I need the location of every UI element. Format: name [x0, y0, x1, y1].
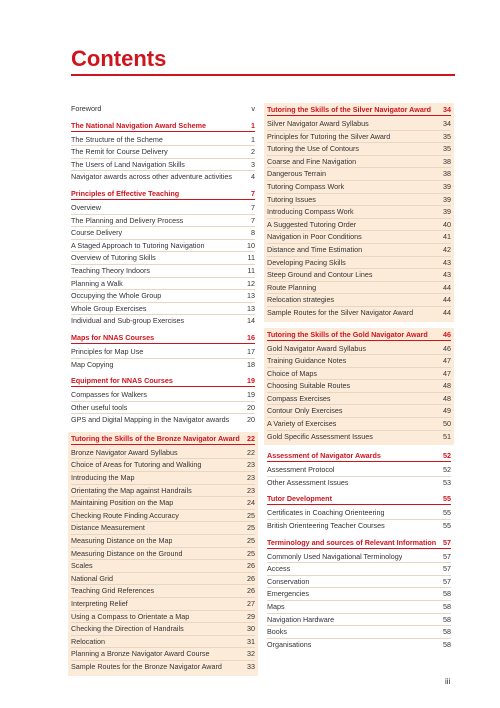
toc-entry[interactable] — [267, 257, 451, 270]
entry-title: Course Delivery — [71, 228, 123, 238]
section-title: Tutoring the Skills of the Silver Navigator Award — [267, 105, 432, 114]
toc-entry[interactable] — [71, 227, 255, 240]
entry-title: Navigation Hardware — [267, 614, 335, 624]
entry-page: 42 — [443, 244, 451, 254]
section-heading[interactable] — [71, 121, 255, 132]
section-heading[interactable] — [267, 330, 451, 341]
entry-title: Whole Group Exercises — [71, 303, 147, 313]
toc-entry[interactable] — [267, 588, 451, 601]
entry-title: Sample Routes for the Silver Navigator Award — [267, 307, 414, 317]
toc-entry[interactable] — [71, 447, 255, 460]
entry-title: Choice of Maps — [267, 368, 317, 378]
toc-entry[interactable] — [267, 181, 451, 194]
toc-entry[interactable] — [71, 560, 255, 573]
toc-entry[interactable] — [267, 614, 451, 627]
toc-entry[interactable] — [267, 244, 451, 257]
entry-title: Checking the Direction of Handrails — [71, 624, 184, 634]
toc-entry[interactable] — [267, 131, 451, 144]
entry-title: Scales — [71, 561, 93, 571]
toc-entry[interactable] — [267, 477, 451, 489]
toc-entry[interactable] — [71, 159, 255, 172]
toc-entry[interactable] — [267, 418, 451, 431]
entry-title: A Variety of Exercises — [267, 419, 337, 429]
toc-entry[interactable] — [71, 146, 255, 159]
entry-title: Introducing Compass Work — [267, 207, 354, 217]
toc-section — [71, 121, 255, 183]
section-heading[interactable] — [267, 538, 451, 549]
entry-page: 58 — [443, 589, 451, 599]
entry-page: 39 — [443, 207, 451, 217]
toc-entry[interactable] — [71, 359, 255, 371]
entry-page: 20 — [247, 415, 255, 425]
toc-section — [71, 189, 255, 327]
entry-title: Sample Routes for the Bronze Navigator Award — [71, 661, 222, 671]
entry-title: Other Assessment Issues — [267, 477, 349, 487]
entry-title: Tutoring Issues — [267, 194, 316, 204]
entry-title: GPS and Digital Mapping in the Navigator awards — [71, 415, 230, 425]
section-heading[interactable] — [267, 105, 451, 116]
entry-title: Compasses for Walkers — [71, 390, 148, 400]
entry-title: Teaching Theory Indoors — [71, 265, 150, 275]
toc-entry[interactable] — [267, 194, 451, 207]
toc-entry[interactable] — [71, 661, 255, 673]
entry-page: 30 — [247, 624, 255, 634]
entry-title: Checking Route Finding Accuracy — [71, 510, 179, 520]
entry-page: 23 — [247, 485, 255, 495]
toc-entry[interactable] — [267, 368, 451, 381]
toc-entry[interactable] — [267, 639, 451, 651]
section-page: 52 — [443, 451, 451, 461]
entry-page: 39 — [443, 194, 451, 204]
toc-entry[interactable] — [71, 303, 255, 316]
entry-page: 58 — [443, 627, 451, 637]
toc-entry[interactable] — [267, 156, 451, 169]
entry-title: Gold Navigator Award Syllabus — [267, 343, 366, 353]
entry-title: Silver Navigator Award Syllabus — [267, 119, 369, 128]
toc-entry[interactable] — [267, 294, 451, 307]
toc-entry[interactable] — [71, 171, 255, 183]
entry-title: Individual and Sub-group Exercises — [71, 316, 185, 326]
section-page: 19 — [247, 376, 255, 386]
toc-entry[interactable] — [267, 464, 451, 477]
entry-page: 23 — [247, 473, 255, 483]
entry-page: 33 — [247, 661, 255, 671]
entry-page: 32 — [247, 649, 255, 659]
entry-page: 20 — [247, 402, 255, 412]
entry-page: 57 — [443, 576, 451, 586]
entry-title: Overview of Tutoring Skills — [71, 253, 156, 263]
entry-page: 35 — [443, 131, 451, 141]
entry-title: Navigation in Poor Conditions — [267, 232, 362, 242]
toc-entry[interactable] — [267, 431, 451, 443]
toc-entry[interactable] — [267, 393, 451, 406]
entry-page: 7 — [251, 215, 255, 225]
entry-title: Using a Compass to Orientate a Map — [71, 611, 190, 621]
toc-entry[interactable] — [71, 497, 255, 510]
toc-entry[interactable] — [267, 269, 451, 282]
toc-entry[interactable] — [267, 282, 451, 295]
entry-title: Training Guidance Notes — [267, 356, 347, 366]
entry-title: Developing Pacing Skills — [267, 257, 346, 267]
toc-entry[interactable] — [71, 346, 255, 359]
entry-title: Commonly Used Navigational Terminology — [267, 551, 403, 561]
foreword-page: v — [251, 104, 255, 113]
entry-page: 58 — [443, 614, 451, 624]
entry-page: 44 — [443, 295, 451, 305]
entry-page: 47 — [443, 356, 451, 366]
entry-title: Introducing the Map — [71, 473, 135, 483]
entry-title: Planning a Bronze Navigator Award Course — [71, 649, 210, 659]
toc-entry[interactable] — [71, 414, 255, 426]
entry-page: 25 — [247, 523, 255, 533]
entry-page: 57 — [443, 564, 451, 574]
toc-entry[interactable] — [71, 535, 255, 548]
toc-entry[interactable] — [267, 380, 451, 393]
section-heading[interactable] — [71, 434, 255, 445]
entry-page: 23 — [247, 460, 255, 470]
entry-page: 44 — [443, 282, 451, 292]
section-title: Tutoring the Skills of the Gold Navigator Award — [267, 329, 428, 339]
entry-page: 27 — [247, 599, 255, 608]
toc-section — [267, 538, 451, 651]
entry-page: 22 — [247, 447, 255, 457]
entry-title: Other useful tools — [71, 402, 128, 412]
entry-page: 34 — [443, 119, 451, 128]
entry-title: Emergencies — [267, 589, 309, 599]
toc-entry[interactable] — [71, 290, 255, 303]
entry-page: 19 — [247, 390, 255, 400]
entry-title: The Users of Land Navigation Skills — [71, 159, 185, 169]
entry-title: The Structure of the Scheme — [71, 134, 163, 144]
toc-entry[interactable] — [71, 611, 255, 624]
entry-page: 13 — [247, 303, 255, 313]
entry-page: 48 — [443, 381, 451, 391]
entry-title: Organisations — [267, 639, 312, 649]
toc-entry[interactable] — [267, 307, 451, 319]
entry-page: 44 — [443, 307, 451, 317]
toc-entry[interactable] — [267, 143, 451, 156]
entry-page: 29 — [247, 611, 255, 621]
toc-entry[interactable] — [71, 472, 255, 485]
toc-entry[interactable] — [267, 343, 451, 356]
entry-page: 39 — [443, 181, 451, 191]
entry-page: 31 — [247, 636, 255, 646]
entry-title: Conservation — [267, 576, 310, 586]
toc-section — [68, 432, 258, 676]
entry-page: 55 — [443, 508, 451, 518]
entry-page: 47 — [443, 368, 451, 378]
entry-title: Contour Only Exercises — [267, 406, 343, 416]
toc-entry[interactable] — [267, 405, 451, 418]
section-heading[interactable] — [267, 494, 451, 505]
entry-title: A Staged Approach to Tutoring Navigation — [71, 240, 205, 250]
section-page: 1 — [251, 120, 255, 130]
toc-entry[interactable] — [267, 601, 451, 614]
toc-entry[interactable] — [71, 459, 255, 472]
toc-entry[interactable] — [267, 520, 451, 532]
entry-page: 58 — [443, 639, 451, 649]
toc-section — [267, 451, 451, 488]
entry-page: 35 — [443, 144, 451, 154]
entry-title: A Suggested Tutoring Order — [267, 219, 357, 229]
entry-page: 10 — [247, 240, 255, 250]
section-heading[interactable] — [267, 451, 451, 462]
entry-page: 25 — [247, 536, 255, 546]
entry-page: 26 — [247, 586, 255, 596]
entry-page: 11 — [247, 253, 255, 263]
entry-title: Tutoring the Use of Contours — [267, 144, 360, 154]
toc-entry[interactable] — [71, 548, 255, 561]
entry-title: Teaching Grid References — [71, 586, 155, 596]
section-title: Tutor Development — [267, 494, 332, 504]
entry-page: 2 — [251, 147, 255, 157]
entry-page: 55 — [443, 521, 451, 531]
entry-title: Distance and Time Estimation — [267, 244, 363, 254]
toc-entry[interactable] — [71, 510, 255, 523]
entry-page: 43 — [443, 257, 451, 267]
section-page: 7 — [251, 188, 255, 198]
entry-title: Map Copying — [71, 359, 114, 369]
section-page: 16 — [247, 332, 255, 342]
entry-page: 49 — [443, 406, 451, 416]
entry-title: Choice of Areas for Tutoring and Walking — [71, 460, 202, 470]
toc-entry[interactable] — [71, 134, 255, 147]
entry-page: 40 — [443, 219, 451, 229]
toc-entry[interactable] — [71, 623, 255, 636]
toc-entry[interactable] — [267, 355, 451, 368]
toc-entry[interactable] — [267, 551, 451, 564]
entry-page: 58 — [443, 602, 451, 611]
toc-entry[interactable] — [71, 485, 255, 498]
toc-entry[interactable] — [267, 118, 451, 131]
entry-title: Measuring Distance on the Map — [71, 536, 173, 546]
section-page: 34 — [443, 105, 451, 114]
entry-title: Orientating the Map against Handrails — [71, 485, 192, 495]
toc-entry[interactable] — [71, 240, 255, 253]
page-number: iii — [445, 677, 451, 686]
entry-page: 7 — [251, 202, 255, 212]
entry-title: Choosing Suitable Routes — [267, 381, 351, 391]
entry-page: 52 — [443, 465, 451, 475]
entry-page: 1 — [251, 134, 255, 144]
entry-title: Relocation — [71, 636, 105, 646]
entry-page: 53 — [443, 477, 451, 487]
entry-page: 8 — [251, 228, 255, 238]
entry-page: 57 — [443, 551, 451, 561]
toc-entry[interactable] — [71, 598, 255, 611]
toc-right-column — [267, 103, 451, 656]
toc-section — [264, 103, 454, 322]
entry-page: 26 — [247, 561, 255, 571]
entry-page: 17 — [247, 346, 255, 356]
entry-page: 13 — [247, 291, 255, 301]
entry-title: Gold Specific Assessment Issues — [267, 431, 373, 441]
entry-page: 12 — [247, 278, 255, 288]
toc-entry[interactable] — [267, 219, 451, 232]
toc-entry[interactable] — [71, 573, 255, 586]
entry-title: National Grid — [71, 573, 113, 583]
toc-section — [264, 328, 454, 446]
section-page: 22 — [247, 433, 255, 443]
toc-entry[interactable] — [71, 265, 255, 278]
entry-title: Navigator awards across other adventure activities — [71, 172, 232, 182]
entry-title: Tutoring Compass Work — [267, 181, 345, 191]
entry-title: Principles for Map Use — [71, 346, 144, 356]
toc-section — [267, 494, 451, 531]
section-heading[interactable] — [71, 189, 255, 200]
entry-page: 25 — [247, 548, 255, 558]
entry-page: 51 — [443, 431, 451, 441]
title-rule — [71, 74, 455, 76]
section-title: Equipment for NNAS Courses — [71, 376, 173, 386]
toc-entry[interactable] — [267, 206, 451, 219]
toc-entry[interactable] — [267, 231, 451, 244]
entry-page: 46 — [443, 343, 451, 353]
toc-entry[interactable] — [71, 252, 255, 265]
toc-entry-foreword[interactable] — [71, 103, 255, 115]
entry-page: 18 — [247, 359, 255, 369]
entry-page: 41 — [443, 232, 451, 242]
entry-title: Books — [267, 627, 287, 637]
toc-entry[interactable] — [71, 315, 255, 327]
section-heading[interactable] — [71, 376, 255, 387]
entry-page: 48 — [443, 393, 451, 403]
section-title: Maps for NNAS Courses — [71, 332, 155, 342]
toc-entry[interactable] — [267, 576, 451, 589]
section-title: Terminology and sources of Relevant Information — [267, 537, 437, 547]
entry-title: Planning a Walk — [71, 278, 123, 288]
entry-page: 11 — [247, 265, 255, 275]
entry-title: British Orienteering Teacher Courses — [267, 521, 385, 531]
toc-section — [71, 376, 255, 426]
toc-entry[interactable] — [71, 648, 255, 661]
entry-title: Distance Measurement — [71, 523, 145, 533]
toc-entry[interactable] — [71, 636, 255, 649]
entry-page: 38 — [443, 169, 451, 179]
entry-title: Compass Exercises — [267, 393, 331, 403]
toc-left-column — [71, 103, 255, 682]
entry-title: Occupying the Whole Group — [71, 291, 162, 301]
entry-title: Assessment Protocol — [267, 465, 335, 475]
section-title: Tutoring the Skills of the Bronze Navigator Award — [71, 433, 240, 443]
entry-page: 25 — [247, 510, 255, 520]
entry-page: 4 — [251, 172, 255, 182]
entry-title: Maintaining Position on the Map — [71, 498, 174, 508]
section-title: Principles of Effective Teaching — [71, 188, 180, 198]
entry-page: 50 — [443, 419, 451, 429]
toc-entry[interactable] — [71, 585, 255, 598]
entry-title: Steep Ground and Contour Lines — [267, 270, 373, 280]
toc-entry[interactable] — [267, 563, 451, 576]
foreword-label: Foreword — [71, 104, 102, 113]
section-page: 57 — [443, 537, 451, 547]
entry-title: Relocation strategies — [267, 295, 335, 305]
toc-section — [71, 333, 255, 370]
entry-title: Principles for Tutoring the Silver Award — [267, 131, 391, 141]
section-heading[interactable] — [71, 333, 255, 344]
entry-title: Maps — [267, 602, 285, 611]
toc-entry[interactable] — [267, 626, 451, 639]
toc-entry[interactable] — [267, 168, 451, 181]
entry-title: Certificates in Coaching Orienteering — [267, 508, 385, 518]
toc-entry[interactable] — [71, 389, 255, 402]
entry-title: Overview — [71, 202, 101, 212]
entry-page: 26 — [247, 573, 255, 583]
toc-entry[interactable] — [71, 215, 255, 228]
entry-page: 43 — [443, 270, 451, 280]
page-title: Contents — [71, 46, 167, 71]
entry-title: Bronze Navigator Award Syllabus — [71, 447, 178, 457]
entry-title: Route Planning — [267, 282, 317, 292]
section-page: 55 — [443, 494, 451, 504]
toc-entry[interactable] — [71, 202, 255, 215]
entry-page: 24 — [247, 498, 255, 508]
section-title: Assessment of Navigator Awards — [267, 451, 381, 461]
toc-entry[interactable] — [71, 522, 255, 535]
section-page: 46 — [443, 329, 451, 339]
entry-title: Access — [267, 564, 291, 574]
entry-page: 38 — [443, 156, 451, 166]
entry-title: The Remit for Course Delivery — [71, 147, 168, 157]
entry-title: Coarse and Fine Navigation — [267, 156, 357, 166]
entry-title: The Planning and Delivery Process — [71, 215, 184, 225]
entry-title: Measuring Distance on the Ground — [71, 548, 183, 558]
entry-title: Dangerous Terrain — [267, 169, 326, 179]
entry-page: 14 — [247, 316, 255, 326]
entry-page: 3 — [251, 159, 255, 169]
toc-entry[interactable] — [267, 507, 451, 520]
section-title: The National Navigation Award Scheme — [71, 120, 206, 130]
toc-entry[interactable] — [71, 402, 255, 415]
toc-entry[interactable] — [71, 278, 255, 291]
entry-title: Interpreting Relief — [71, 599, 128, 608]
